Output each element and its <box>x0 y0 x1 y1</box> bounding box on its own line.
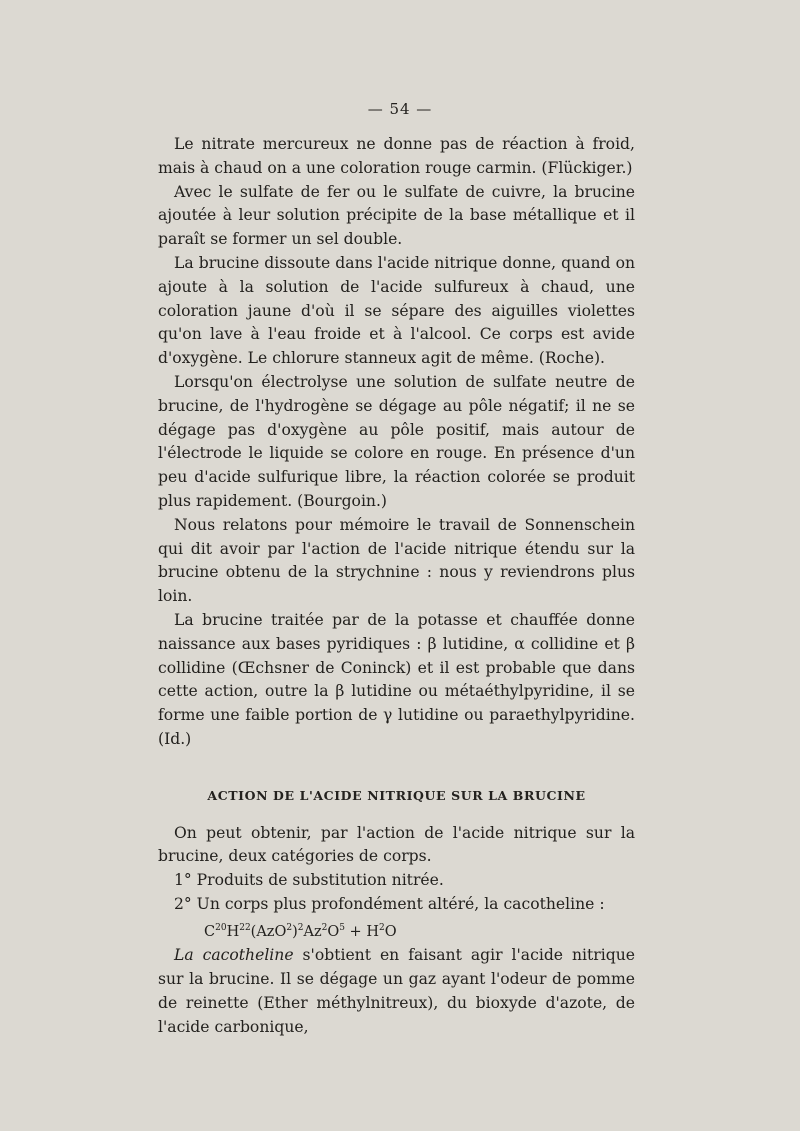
paragraph-nitric-acid-solution: La brucine dissoute dans l'acide nitrique donne, quand on ajoute à la solution de l'acide sulfureux à chaud, une coloration jaune d'où il se sépare des aiguilles violettes qu'on lave à l'eau froide et à l'alcool. Ce corps est avide d'oxygène. Le chlorure stanneux agit de même. (Roche). <box>158 253 635 368</box>
paragraph-mercurous-nitrate: Le nitrate mercureux ne donne pas de réaction à froid, mais à chaud on a une coloration rouge carmin. (Flückiger.) <box>158 135 635 177</box>
paragraph-potash-pyridine: La brucine traitée par de la potasse et chauffée donne naissance aux bases pyridiques : β lutidine, α collidine et β collidine (Œchsner de Coninck) et il est probable que dans cette action, outre la β lutidine ou métaéthylpyridine, il se forme une faible portion de γ lutidine ou paraethylpyridine. (Id.) <box>158 610 635 748</box>
page-number: — 54 — <box>367 100 433 118</box>
section-title: ACTION DE L'ACIDE NITRIQUE SUR LA BRUCINE <box>207 787 586 803</box>
list-item-cacotheline: 2° Un corps plus profondément altéré, la cacotheline : <box>174 894 605 913</box>
cacotheline-term: La cacotheline <box>174 946 294 965</box>
paragraph-intro: On peut obtenir, par l'action de l'acide nitrique sur la brucine, deux catégories de corps. <box>158 823 635 866</box>
list-item-nitro-products: 1° Produits de substitution nitrée. <box>174 871 444 890</box>
chemical-formula: $C^{20}H^{22}(AzO^2)^2Az^2O^5 + H^2O$ <box>204 922 397 940</box>
paragraph-cacotheline-preparation <box>158 944 635 1039</box>
cacotheline-text: s'obtient en faisant agir l'acide nitrique sur la brucine. Il se dégage un gaz ayant l'odeur de pomme de reinette (Ether méthylnitreux), du bioxyde d'azote, de l'acide carbonique, <box>158 946 635 1036</box>
paragraph-iron-copper-sulfate: Avec le sulfate de fer ou le sulfate de cuivre, la brucine ajoutée à leur solution précipite de la base métallique et il paraît se former un sel double. <box>158 182 635 249</box>
body-text <box>158 133 635 1040</box>
paragraph-sonnenschein: Nous relatons pour mémoire le travail de Sonnenschein qui dit avoir par l'action de l'acide nitrique étendu sur la brucine obtenu de la strychnine : nous y reviendrons plus loin. <box>158 515 635 606</box>
spacer <box>158 752 635 784</box>
paragraph-electrolysis: Lorsqu'on électrolyse une solution de sulfate neutre de brucine, de l'hydrogène se dégage au pôle négatif; il ne se dégage pas d'oxygène au pôle positif, mais autour de l'électrode le liquide se colore en rouge. En présence d'un peu d'acide sulfurique libre, la réaction colorée se produit plus rapidement. (Bourgoin.) <box>158 372 635 510</box>
